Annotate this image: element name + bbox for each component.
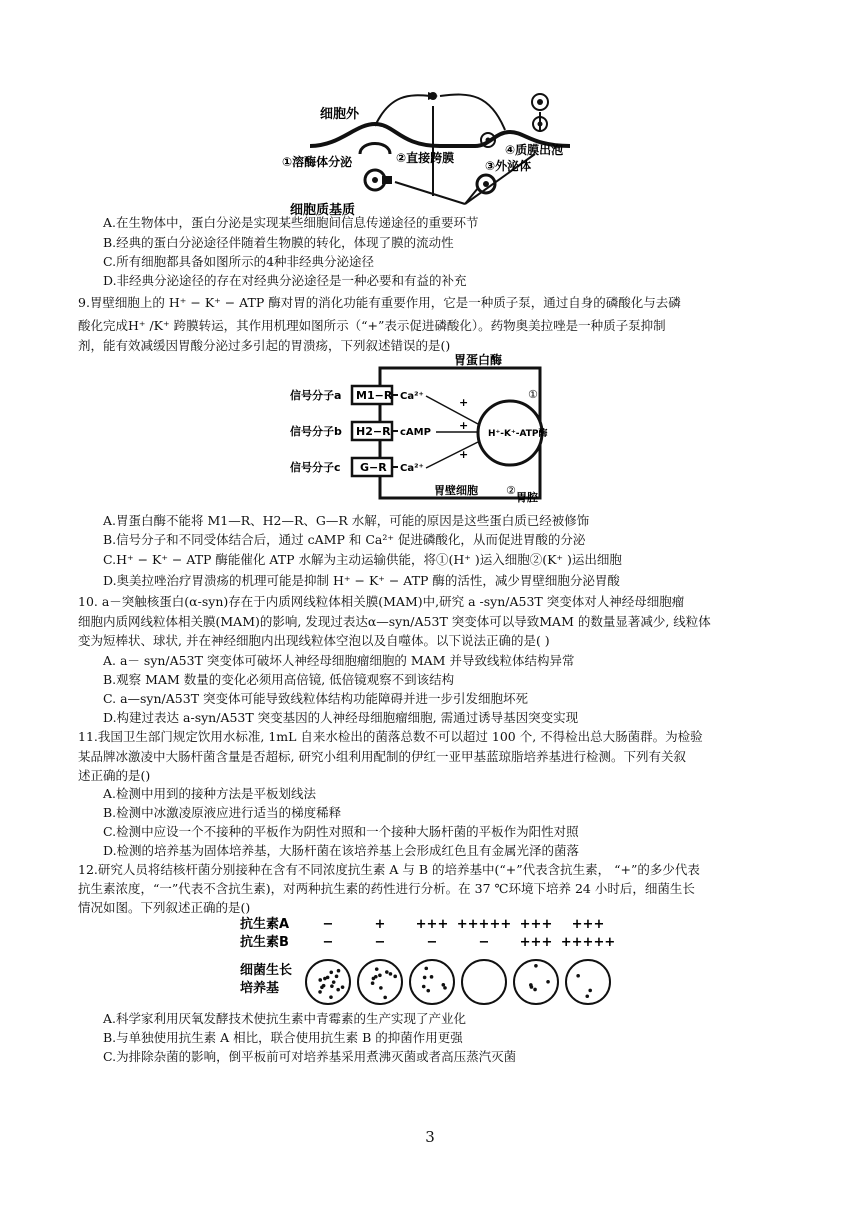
signal-b-label: 信号分子b [290, 425, 342, 438]
plus-sign-1: + [459, 396, 469, 409]
q8-option-a: A.在生物体中，蛋白分泌是实现某些细胞间信息传递途径的重要环节 [103, 215, 479, 230]
colony-dot [422, 985, 426, 989]
receptor-m1: M1−R [356, 389, 393, 402]
antibiotic-plates-figure [236, 914, 636, 1008]
antibiotic-a-dose-4: +++++ [456, 917, 512, 932]
colony-dot [330, 984, 334, 988]
antibiotic-a-dose-5: +++ [519, 917, 553, 932]
receptor-g: G−R [360, 461, 387, 474]
q9-option-b: B.信号分子和不同受体结合后，通过 cAMP 和 Ca²⁺ 促进磷酸化，从而促进胃酸的分泌 [103, 532, 586, 547]
colony-dot [585, 994, 589, 998]
q11-stem-line-2: 某品牌冰激凌中大肠杆菌含量是否超标, 研究小组利用配制的伊红一亚甲基蓝琼脂培养基进行检测。下列有关叙 [78, 749, 686, 764]
antibiotic-a-dose-6: +++ [571, 917, 605, 932]
colony-dot [385, 970, 389, 974]
colony-dot [337, 969, 341, 973]
signal-a-label: 信号分子a [290, 389, 342, 402]
colony-dot [546, 980, 550, 984]
colony-dot [332, 980, 336, 984]
q9-option-c: C.H⁺ − K⁺ − ATP 酶能催化 ATP 水解为主动运输供能，将①(H⁺ )运入细胞②(K⁺ )运出细胞 [103, 552, 622, 567]
colony-dot [378, 973, 382, 977]
colony-dot [329, 970, 333, 974]
culture-plate-4 [462, 960, 506, 1004]
colony-dot [318, 978, 322, 982]
pathway-4-label: ④质膜出泡 [505, 143, 564, 157]
pump-label: H⁺-K⁺-ATP酶 [488, 429, 548, 439]
colony-dot [374, 975, 378, 979]
antibiotic-b-dose-1: − [322, 935, 334, 950]
q10-option-a: A. a－ syn/A53T 突变体可破坏人神经母细胞瘤细胞的 MAM 并导致线粒体结构异常 [103, 653, 575, 668]
ion-2-marker: ② [506, 484, 516, 497]
q9-option-a: A.胃蛋白酶不能将 M1—R、H2—R、G—R 水解，可能的原因是这些蛋白质已经被修饰 [103, 513, 590, 528]
q12-stem-line-3: 情况如图。下列叙述正确的是() [78, 900, 251, 915]
colony-dot [329, 995, 333, 999]
colony-dot [389, 972, 393, 976]
colony-dot [336, 988, 340, 992]
q12-option-c: C.为排除杂菌的影响，倒平板前可对培养基采用煮沸灭菌或者高压蒸汽灭菌 [103, 1049, 517, 1064]
culture-plate-1 [306, 960, 350, 1004]
q12-option-b: B.与单独使用抗生素 A 相比，联合使用抗生素 B 的抑菌作用更强 [103, 1030, 463, 1045]
q8-option-c: C.所有细胞都具备如图所示的4种非经典分泌途径 [103, 254, 375, 269]
colony-dot [576, 974, 580, 978]
colony-dot [322, 984, 326, 988]
antibiotic-b-dose-6: +++++ [560, 935, 616, 950]
q10-option-d: D.构建过表达 a-syn/A53T 突变基因的人神经母细胞瘤细胞, 需通过诱导基因突变实现 [103, 710, 579, 725]
lumen-label: 胃腔 [516, 491, 538, 504]
culture-plate-3 [410, 960, 454, 1004]
secretion-pathway-figure [282, 84, 570, 218]
colony-dot [442, 983, 446, 987]
q9-stem-line-2: 酸化完成H⁺ /K⁺ 跨膜转运，其作用机理如图所示（“+”表示促进磷酸化）。药物奥美拉唑是一种质子泵抑制 [78, 318, 666, 333]
colony-dot [318, 990, 322, 994]
antibiotic-a-dose-2: + [374, 917, 386, 932]
colony-dot [371, 981, 375, 985]
q12-option-a: A.科学家利用厌氧发酵技术使抗生素中青霉素的生产实现了产业化 [103, 1011, 467, 1026]
growth-label-1: 细菌生长 [240, 963, 293, 978]
antibiotic-b-label: 抗生素B [240, 935, 289, 950]
q11-stem-line-1: 11.我国卫生部门规定饮用水标准, 1mL 自来水检出的菌落总数不可以超过 100 个, 不得检出总大肠菌群。为检验 [78, 729, 703, 744]
antibiotic-a-dose-1: − [322, 917, 334, 932]
colony-dot [375, 967, 379, 971]
parietal-cell-label: 胃壁细胞 [434, 484, 478, 497]
colony-dot [383, 996, 387, 1000]
q10-stem-line-3: 变为短棒状、球状, 并在神经细胞内出现线粒体空泡以及自噬体。以下说法正确的是( ) [78, 633, 550, 648]
q9-option-d: D.奥美拉唑治疗胃溃疡的机理可能是抑制 H⁺ − K⁺ − ATP 酶的活性，减少胃壁细胞分泌胃酸 [103, 573, 620, 588]
colony-dot [335, 975, 339, 979]
ion-1-marker: ① [528, 388, 538, 401]
colony-dot [341, 985, 345, 989]
colony-dot [426, 989, 430, 993]
colony-dot [424, 967, 428, 971]
pathway-1-label: ①溶酶体分泌 [282, 155, 353, 169]
q11-option-a: A.检测中用到的接种方法是平板划线法 [103, 786, 317, 801]
antibiotic-b-dose-3: − [426, 935, 438, 950]
colony-dot [588, 989, 592, 993]
signal-c-label: 信号分子c [290, 461, 341, 474]
q10-option-b: B.观察 MAM 数量的变化必须用高倍镜, 低倍镜观察不到该结构 [103, 672, 455, 687]
q10-stem-line-2: 细胞内质网线粒体相关膜(MAM)的影响, 发现过表达α—syn/A53T 突变体可以导致MAM 的数量显著减少, 线粒体 [78, 614, 711, 629]
plus-sign-2: + [459, 419, 469, 432]
antibiotic-b-dose-4: − [478, 935, 490, 950]
q11-option-b: B.检测中冰激凌原液应进行适当的梯度稀释 [103, 805, 342, 820]
messenger-3: Ca²⁺ [400, 463, 424, 474]
proton-pump-figure [290, 353, 584, 508]
antibiotic-a-dose-3: +++ [415, 917, 449, 932]
colony-dot [393, 975, 397, 979]
colony-dot [533, 988, 537, 992]
pepsin-label: 胃蛋白酶 [454, 353, 503, 367]
pathway-3-label: ③外泌体 [485, 159, 532, 173]
q8-option-b: B.经典的蛋白分泌途径伴随着生物膜的转化，体现了膜的流动性 [103, 235, 454, 250]
colony-dot [529, 983, 533, 987]
growth-label-2: 培养基 [240, 981, 280, 996]
colony-dot [379, 986, 383, 990]
colony-dot [430, 975, 434, 979]
colony-dot [443, 986, 447, 990]
q8-option-d: D.非经典分泌途径的存在对经典分泌途径是一种必要和有益的补充 [103, 273, 467, 288]
q9-stem-line-3: 剂，能有效减缓因胃酸分泌过多引起的胃溃疡，下列叙述错误的是() [78, 338, 451, 353]
cytoplasm-label: 细胞质基质 [290, 203, 356, 218]
plus-sign-3: + [459, 448, 469, 461]
messenger-1: Ca²⁺ [400, 391, 424, 402]
cell-outside-label: 细胞外 [320, 107, 360, 122]
q12-stem-line-1: 12.研究人员将结核杆菌分别接种在含有不同浓度抗生素 A 与 B 的培养基中(“+”代表含抗生素， “+”的多少代表 [78, 862, 700, 877]
q11-option-d: D.检测的培养基为固体培养基，大肠杆菌在该培养基上会形成红色且有金属光泽的菌落 [103, 843, 580, 858]
page-number: 3 [425, 1128, 435, 1146]
culture-plate-2 [358, 960, 402, 1004]
colony-dot [423, 976, 427, 980]
messenger-2: cAMP [400, 427, 431, 438]
antibiotic-a-label: 抗生素A [240, 917, 290, 932]
q10-option-c: C. a—syn/A53T 突变体可能导致线粒体结构功能障碍并进一步引发细胞坏死 [103, 691, 529, 706]
colony-dot [534, 964, 538, 968]
colony-dot [323, 977, 327, 981]
q9-stem-line-1: 9.胃壁细胞上的 H⁺ − K⁺ − ATP 酶对胃的消化功能有重要作用，它是一种质子泵，通过自身的磷酸化与去磷 [78, 295, 681, 310]
q11-stem-line-3: 述正确的是() [78, 768, 151, 783]
q11-option-c: C.检测中应设一个不接种的平板作为阴性对照和一个接种大肠杆菌的平板作为阳性对照 [103, 824, 579, 839]
pathway-2-label: ②直接跨膜 [396, 151, 455, 165]
q10-stem-line-1: 10. a－突触核蛋白(α-syn)存在于内质网线粒体相关膜(MAM)中,研究 a -syn/A53T 突变体对人神经母细胞瘤 [78, 594, 685, 609]
antibiotic-b-dose-2: − [374, 935, 386, 950]
receptor-h2: H2−R [356, 425, 391, 438]
q12-stem-line-2: 抗生素浓度，“一”代表不含抗生素)，对两种抗生素的药性进行分析。在 37 ℃环境下培养 24 小时后，细菌生长 [78, 881, 695, 896]
antibiotic-b-dose-5: +++ [519, 935, 553, 950]
